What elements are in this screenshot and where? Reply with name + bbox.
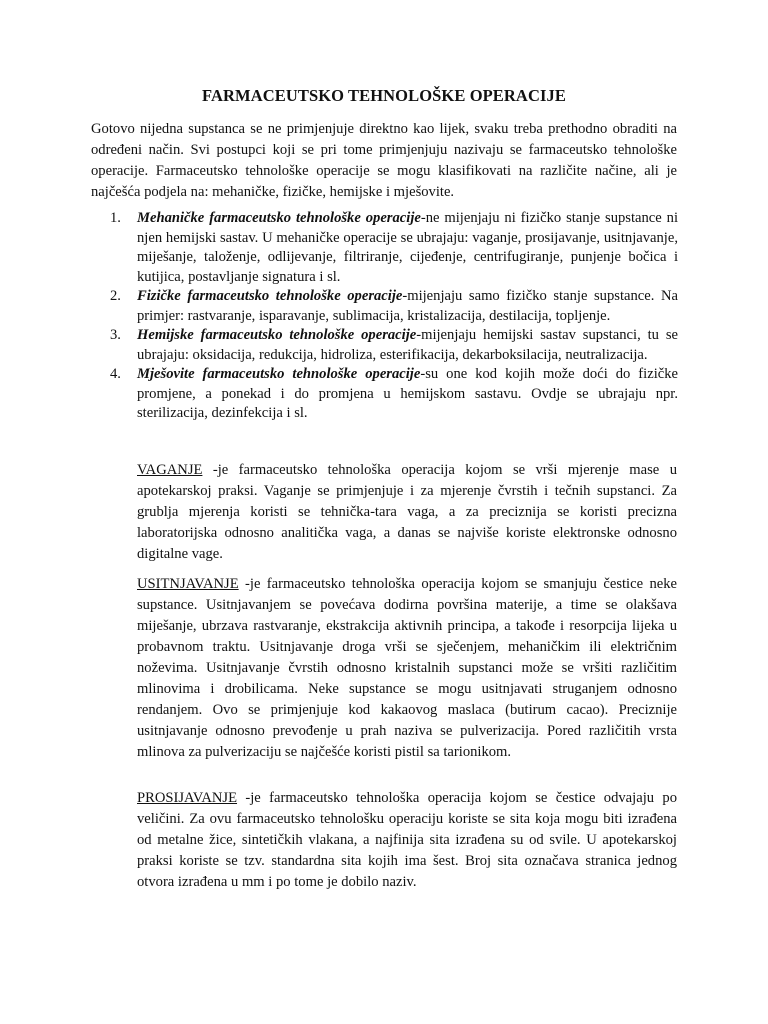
section-heading-vaganje: VAGANJE [137, 462, 203, 478]
list-number: 3. [110, 327, 121, 343]
list-item [110, 287, 678, 326]
section-vaganje [137, 460, 677, 565]
document-title: FARMACEUTSKO TEHNOLOŠKE OPERACIJE [202, 86, 566, 105]
list-term: Mehaničke farmaceutsko tehnološke operacije [137, 210, 421, 226]
list-text: -mijenjaju hemijski sastav supstanci, tu se ubrajaju: oksidacija, redukcija, hidroliza, esterifikacija, dekarboksilacija, neutralizacija. [137, 327, 678, 363]
list-term: Mješovite farmaceutsko tehnološke operacije [137, 366, 421, 382]
section-heading-prosijavanje: PROSIJAVANJE [137, 790, 238, 806]
list-item [110, 365, 678, 424]
list-term: Fizičke farmaceutsko tehnološke operacije [137, 288, 403, 304]
list-text: -ne mijenjaju ni fizičko stanje supstance ni njen hemijski sastav. U mehaničke operacije se ubrajaju: vaganje, prosijavanje, usitnjavanje, miješanje, taloženje, odlijevanje, filtriranje, cijeđenje, centrifugiranje, punjenje bočica i kutijica, postavljanje signatura i sl. [137, 210, 678, 285]
list-text: -su one kod kojih može doći do fizičke promjene, a ponekad i do promjena u hemijskom sastavu. Ovdje se ubrajaju npr. sterilizacija, dezinfekcija i sl. [137, 366, 678, 421]
list-number: 4. [110, 366, 121, 382]
list-number: 1. [110, 210, 121, 226]
section-prosijavanje [137, 788, 677, 893]
section-text-usitnjavanje: -je farmaceutsko tehnološka operacija kojom se smanjuju čestice neke supstance. Usitnjavanjem se povećava dodirna površina materije, a time se olakšava miješanje, ubrzava rastvaranje, ekstrakcija aktivnih principa, a takođe i resorpcija lijeka u probavnom traktu. Usitnjavanje droga vrši se sječenjem, mehaničkim ili električnim noževima. Usitnjavanje čvrstih odnosno kristalnih supstanci može se vršiti različitim mlinovima i drobilicama. Neke supstance se mogu usitnjavati struganjem odnosno rendanjem. Ovo se primjenjuje kod kakaovog maslaca (butirum cacao). Preciznije usitnjavanje odnosno prevođenje u prah naziva se pulverizacija. Pored različitih vrsta mlinova za pulverizaciju se najčešće koristi pistil sa tarionikom. [137, 576, 677, 760]
section-text-vaganje: -je farmaceutsko tehnološka operacija kojom se vrši mjerenje mase u apotekarskoj praksi. Vaganje se primjenjuje i za mjerenje čvrstih i tečnih supstanci. Za grublja mjerenja koristi se tehnička-tara vaga, a za preciznija se koristi precizna laboratorijska odnosno analitička vaga, a danas se najviše koriste elektronske odnosno digitalne vage. [137, 462, 677, 562]
operations-list [110, 209, 678, 424]
list-item [110, 209, 678, 287]
list-term: Hemijske farmaceutsko tehnološke operacije [137, 327, 417, 343]
list-item [110, 326, 678, 365]
intro-paragraph: Gotovo nijedna supstanca se ne primjenjuje direktno kao lijek, svaku treba prethodno obraditi na određeni način. Svi postupci koji se pri tome primjenjuju nazivaju se farmaceutsko tehnološke operacije. Farmaceutsko tehnološke operacije se mogu klasifikovati na različite načine, ali je najčešća podjela na: mehaničke, fizičke, hemijske i mješovite. [91, 121, 677, 200]
section-heading-usitnjavanje: USITNJAVANJE [137, 576, 239, 592]
list-text: -mijenjaju samo fizičko stanje supstance. Na primjer: rastvaranje, isparavanje, sublimacija, kristalizacija, destilacija, topljenje. [137, 288, 678, 324]
list-number: 2. [110, 288, 121, 304]
section-text-prosijavanje: -je farmaceutsko tehnološka operacija kojom se čestice odvajaju po veličini. Za ovu farmaceutsko tehnološku operaciju koriste se sita koja mogu biti izrađena od metalne žice, sintetičkih vlakana, a najfinija sita izrađena su od svile. U apotekarskoj praksi koriste se tzv. standardna sita kojih ima šest. Broj sita označava stranica jednog otvora izrađena u mm i po tome je dobilo naziv. [137, 790, 677, 890]
section-usitnjavanje [137, 574, 677, 763]
